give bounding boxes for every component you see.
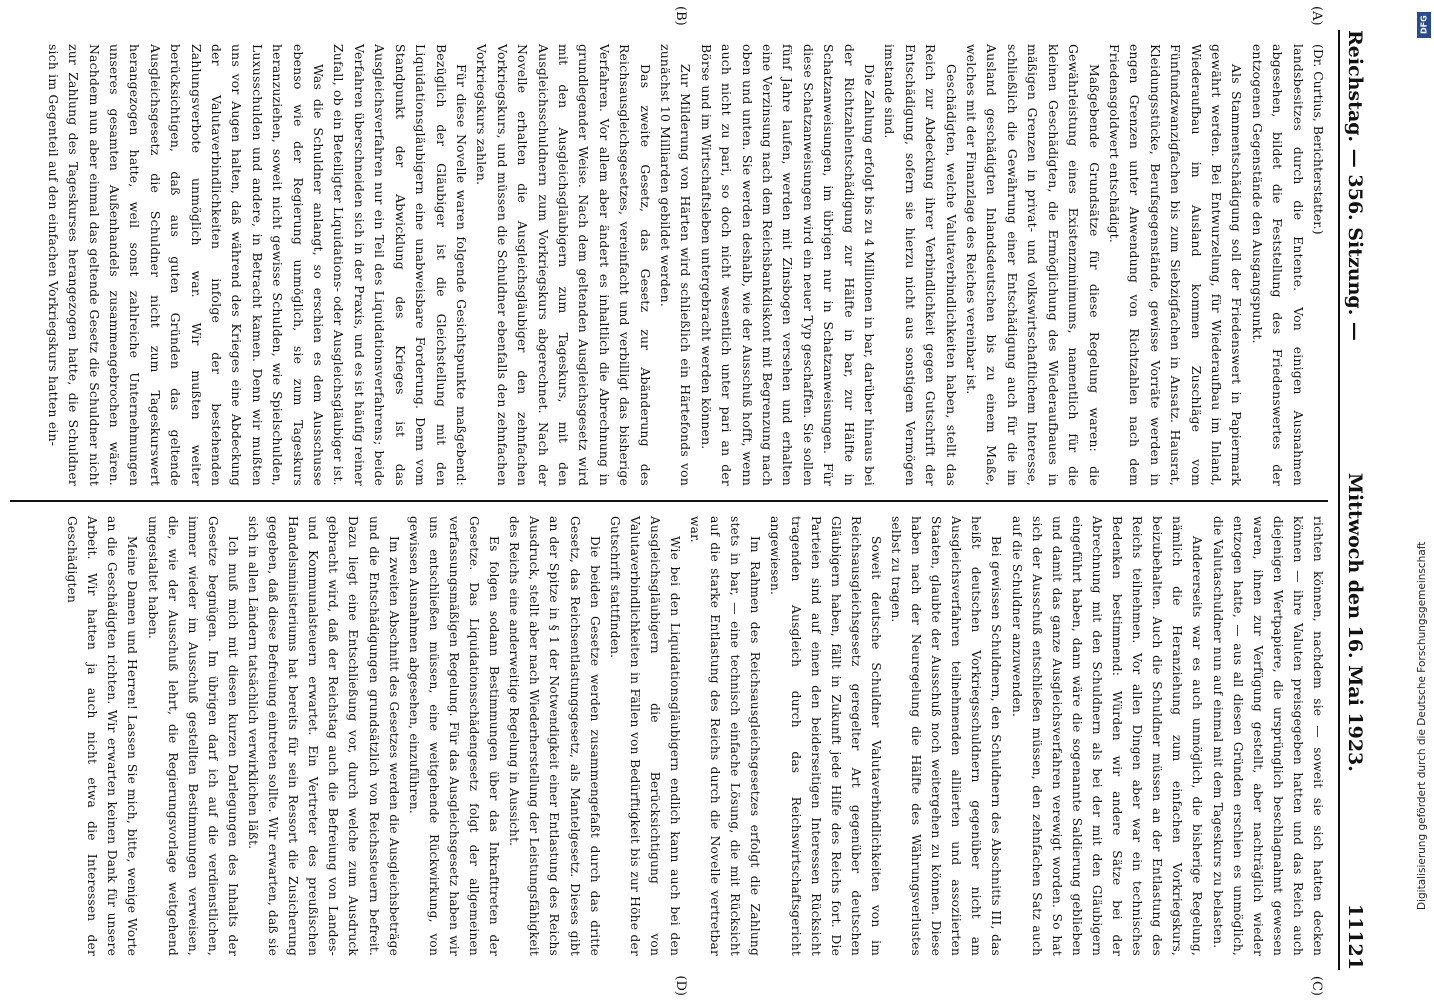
dfg-logo: DFG (1417, 12, 1431, 38)
paragraph: Andererseits war es auch unmöglich, die bisherige Regelung, nämlich die Heranziehung zum einfachen Vorkriegskurs, beizubehalten. Auch die Schuldner müssen an der Entlastung des Reichs teilnehmen. Vor allen Dingen aber war ein technisches Bedenken bestimmend: Würden wir andere Sätze bei der Abrechnung mit den Schuldnern als bei der mit den Gläubigern eingeführt haben, dann wäre die sogenannte Saldierung geblieben und damit das ganze Ausgleichsverfahren verewigt worden. So hat sich der Ausschuß entschließen müssen, den zehnfachen Satz auch auf die Schuldner anzuwenden. (1009, 516, 1205, 956)
paragraph: Zur Milderung von Härten wird schließlich ein Härtefonds von zunächst 10 Milliarden gebildet werden. (658, 44, 694, 486)
paragraph: Meine Damen und Herren! Lassen Sie mich, bitte, wenige Worte an die Geschädigten richten. Wir erwarten keinen Dank für unsere Arbeit. Wir hatten ja auch nicht etwa die Interessen der Geschädigten (65, 516, 140, 956)
paragraph: Die Zahlung erfolgt bis zu 4 Millionen in bar, darüber hinaus bei der Richtzahlentschädigung zur Hälfte in bar, zur Hälfte in Schatzanweisungen, im übrigen nur in Schatzanweisungen. Für diese Schatzanweisungen wird ein neuer Typ geschaffen. Sie sollen fünf Jahre laufen, werden mit Zinsbogen versehen und erhalten eine Verzinsung nach dem Reichsbankdiskont mit Begrenzung nach oben und unten. Sie werden deshalb, wie der Ausschuß hofft, wenn auch nicht zu pari, so doch nicht wesentlich unter pari an der Börse und im Wirtschaftsleben untergebracht werden können. (698, 44, 878, 486)
paragraph: Wie bei den Liquidationsgläubigern endlich kann auch bei den Ausgleichsgläubigern die Berücksichtigung von Valutaverbindlichkeiten in Fällen von Bedürftigkeit bis zur Höhe der Gutschrift stattfinden. (607, 516, 682, 956)
header-left: Reichstag. — 356. Sitzung. — (1344, 30, 1366, 341)
paragraph: Soweit deutsche Schuldner Valutaverbindlichkeiten von im Reichsausgleichsgesetz geregelter Art gegenüber deutschen Gläubigern haben, fällt in Zukunft jede Hilfe des Reichs fort. Die Parteien sind auf einen den beiderseitigen Interessen Rücksicht tragenden Ausgleich durch das Reichswirtschaftsgericht angewiesen. (768, 516, 883, 956)
paragraph: Es folgen sodann Bestimmungen über das Inkrafttreten der Gesetze. Das Liquidationsschädengesetz folgt der allgemeinen verfassungsmäßigen Regelung. Für das Ausgleichsgesetz haben wir uns entschließen müssen, eine weitgehende Rückwirkung, von gewissen Ausnahmen abgesehen, einzuführen. (406, 516, 502, 956)
page-header (1338, 30, 1370, 970)
paragraph: Ich muß mich mit diesen kurzen Darlegungen des Inhalts der Gesetze begnügen. Im übrigen darf ich auf die verdienstlichen, immer wieder im Ausschuß gestellten Bestimmungen verweisen, die, wie der Ausschuß lehrt, die Regierungsvorlage weitgehend umgestaltet haben. (145, 516, 240, 956)
text-columns (10, 6, 1328, 996)
margin-mark-b: (B) (673, 6, 688, 26)
paragraph: Im zweiten Abschnitt des Gesetzes werden die Ausgleichsbeträge und die Entschädigungen grundsätzlich von Reichssteuern befreit. Dazu liegt eine Entschließung vor, durch welche zum Ausdruck gebracht wird, daß der Reichstag auch die Befreiung von Landes- und Kommunalsteuern erwartet. Ein Vertreter des preußischen Handelsministeriums hat bereits für sein Ressort die Zusicherung gegeben, daß diese Befreiung eintreten sollte. Wir erwarten, daß sie sich in allen Ländern tatsächlich verwirklichen läßt. (246, 516, 401, 956)
margin-mark-d: (D) (673, 975, 688, 996)
margin-mark-c: (C) (1309, 975, 1324, 996)
page-number: 11121 (1344, 903, 1366, 970)
paragraph: Die beiden Gesetze werden zusammengefaßt durch das dritte Gesetz, das Reichsentlastungsgesetz, als Mantelgesetz. Dieses gibt an der Spitze in § 1 der Notwendigkeit einer Entlastung des Reichs Ausdruck, stellt aber nach Wiederherstellung der Leistungsfähigkeit des Reichs eine anderweitige Regelung in Aussicht. (507, 516, 602, 956)
header-date: Mittwoch den 16. Mai 1923. (1344, 472, 1366, 772)
paragraph: Als Stammentschädigung soll der Friedenswert in Papiermark gewährt werden. Bei Entwurzelung, für Wiederaufbau im Inland, Wiederaufbau im Ausland kommen Zuschläge vom Fünfundzwanzigfachen bis zum Siebzigfachen in Ansatz. Hausrat, Kleidungsstücke, Berufsgegenstände, gewisse Vorräte werden in engen Grenzen unter Anwendung von Richtzahlen nach dem Friedensgoldwert entschädigt. (1106, 44, 1245, 486)
speaker-line: (Dr. Curtius, Berichterstatter.) (1311, 44, 1326, 235)
paragraph: Das zweite Gesetz, das Gesetz zur Abänderung des Reichsausgleichsgesetzes, vereinfacht und verbilligt das bisherige Verfahren. Vor allem aber ändert es inhaltlich die Abrechnung in grundlegender Weise. Nach dem geltenden Ausgleichsgesetz wird mit den Ausgleichsgläubigern zum Tageskurs, mit den Ausgleichsschuldnern zum Vorkriegskurs abgerechnet. Nach der Novelle erhalten die Ausgleichsgläubiger den zehnfachen Vorkriegskurs, und müssen die Schuldner ebenfalls den zehnfachen Vorkriegskurs zahlen. (474, 44, 653, 486)
paragraph: landsbesitzes durch die Entente. Von einigen Ausnahmen abgesehen, bildet die Feststellung des Friedenswertes der entzogenen Gegenstände den Ausgangspunkt. (1249, 44, 1306, 486)
paragraph: Maßgebende Grundsätze für diese Regelung waren: die Gewährleistung eines Existenzminimums, namentlich für die kleinen Geschädigten, die Ermöglichung des Wiederaufbaues in mäßigen Grenzen in privat- und volkswirtschaftlichem Interesse, schließlich die Gewährung einer Entschädigung auch für die im Ausland geschädigten Inlandsdeutschen bis zu einem Maße, welches mit der Finanzlage des Reiches vereinbar ist. (964, 44, 1102, 486)
right-column (10, 500, 1328, 996)
paragraph: richten können, nachdem sie — soweit sie sich hatten decken können — ihre Valuten preisgegeben hatten und das Reich auch diejenigen Wertpapiere, die ursprünglich beschlagnahmt gewesen waren, ihnen zur Verfügung gestellt, aber nachträglich wieder entzogen hatte, — aus all diesen Gründen erschien es unmöglich, die Valutaschuldner nun auf einmal mit dem Tageskurs zu belasten. (1210, 516, 1325, 956)
digitization-credit (1416, 10, 1434, 990)
credit-text: Digitalisierung gefördert durch die Deutsche Forschungsgemeinschaft (1416, 541, 1428, 910)
paragraph: Bei gewissen Schuldnern, den Schuldnern des Abschnitts III, das heißt deutschen Vorkriegsschuldnern gegenüber nicht am Ausgleichsverfahren teilnehmenden alliierten und assoziierten Staaten, glaubte der Ausschuß noch weitergehen zu können. Diese haben nach der Neuregelung die Hälfte des Währungsverlustes selbst zu tragen. (889, 516, 1004, 956)
paragraph: Geschädigten, welche Valutaverbindlichkeiten haben, stellt das Reich zur Abdeckung ihrer Verbindlichkeit gegen Gutschrift der Entschädigung, sofern sie hierzu nicht aus sonstigem Vermögen imstande sind. (882, 44, 959, 486)
left-column (10, 6, 1328, 500)
margin-mark-a: (A) (1309, 6, 1324, 26)
paragraph: Im Rahmen des Reichsausgleichsgesetzes erfolgt die Zahlung stets in bar, — eine technisch einfache Lösung, die mit Rücksicht auf die starke Entlastung des Reichs durch die Novelle vertretbar war. (688, 516, 763, 956)
paragraph: Für diese Novelle waren folgende Gesichtspunkte maßgebend: Bezüglich der Gläubiger ist die Gleichstellung mit den Liquidationsgläubigern eine unabweisbare Forderung. Denn vom Standpunkt der Abwicklung des Krieges ist das Ausgleichsverfahren nur ein Teil des Liquidationsverfahrens; beide Verfahren überschneiden sich in der Praxis, und es ist häufig reiner Zufall, ob ein Beteiligter Liquidations- oder Ausgleichsgläubiger ist. (331, 44, 469, 486)
paragraph: Was die Schuldner anlangt, so erschien es dem Ausschusse ebenso wie der Regierung unmöglich, sie zum Tageskurs heranzuziehen, soweit nicht gewisse Schulden, wie Spielschulden, Luxusschulden und andere, in Betracht kamen. Denn wir mußten uns vor Augen halten, daß während des Krieges eine Abdeckung der Valutaverbindlichkeiten infolge der bestehenden Zahlungsverbote unmöglich war. Wir mußten weiter berücksichtigen, daß aus guten Gründen das geltende Ausgleichsgesetz die Schuldner nicht zum Tageskurswert herangezogen hatte, weil sonst zahlreiche Unternehmungen unseres gesamten Außenhandels zusammengebrochen wären. Nachdem nun aber einmal das geltende Gesetz die Schuldner nicht zur Zahlung des Tageskurses herangezogen hatte, die Schuldner sich im Gegenteil auf den einfachen Vorkriegskurs hatten ein- (45, 44, 327, 486)
